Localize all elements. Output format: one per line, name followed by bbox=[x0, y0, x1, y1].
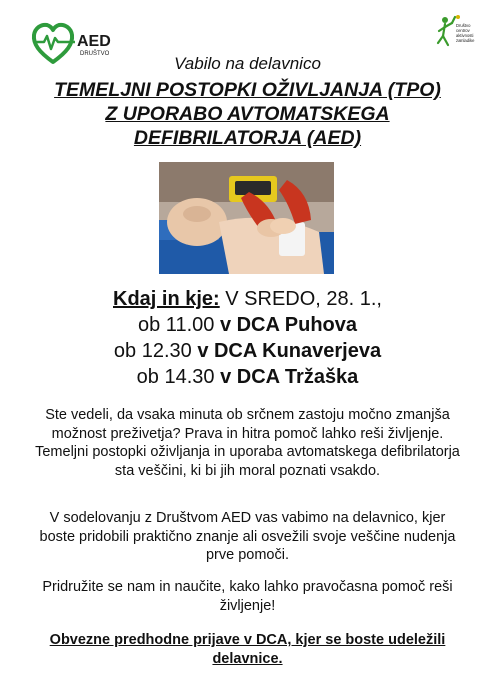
schedule-place: v DCA Kunaverjeva bbox=[197, 340, 382, 362]
cpr-training-photo bbox=[159, 162, 334, 274]
schedule-time: ob 14.30 bbox=[136, 366, 221, 388]
schedule-item bbox=[0, 312, 495, 338]
join-paragraph: Pridružite se nam in naučite, kako lahko pravočasna pomoč reši življenje! bbox=[42, 579, 453, 614]
schedule-time: ob 12.30 bbox=[113, 340, 198, 362]
collaboration-paragraph: V sodelovanju z Društvom AED vas vabimo na delavnico, kjer boste pridobili praktično znanje ali osvežili svoje veščine nudenja prve pomoči. bbox=[39, 510, 456, 563]
schedule-time: ob 11.00 bbox=[138, 314, 220, 336]
workshop-title-line-3: DEFIBRILATORJA (AED) bbox=[133, 127, 362, 149]
workshop-title-line-1: TEMELJNI POSTOPKI OŽIVLJANJA (TPO) bbox=[54, 79, 441, 101]
schedule-place: v DCA Puhova bbox=[219, 314, 357, 336]
workshop-title bbox=[20, 78, 475, 150]
schedule-label: Kdaj in kje: bbox=[113, 288, 220, 310]
schedule-item bbox=[0, 338, 495, 364]
workshop-title-line-2: Z UPORABO AVTOMATSKEGA bbox=[105, 103, 390, 125]
schedule-date: V SREDO, 28. 1., bbox=[219, 288, 382, 310]
dca-logo-line-2: centrov bbox=[456, 28, 470, 33]
aed-logo-sub: DRUŠTVO bbox=[80, 51, 110, 57]
aed-logo-name: AED bbox=[77, 33, 111, 50]
dca-logo-line-4: za bbox=[456, 38, 461, 43]
dca-logo-line-5: mladike bbox=[460, 38, 475, 43]
registration-notice: Obvezne predhodne prijave v DCA, kjer se boste udeležili delavnice. bbox=[49, 632, 446, 667]
running-figure-icon bbox=[438, 17, 455, 45]
schedule-item bbox=[0, 364, 495, 390]
schedule bbox=[0, 286, 495, 390]
dca-logo-line-3: aktivnosti bbox=[456, 33, 474, 38]
dca-logo-line-1: Društvo bbox=[456, 23, 471, 28]
schedule-place: v DCA Tržaška bbox=[220, 366, 359, 388]
schedule-date-row bbox=[0, 286, 495, 312]
info-paragraph: Ste vedeli, da vsaka minuta ob srčnem zastoju močno zmanjša možnost preživetja? Prava in hitra pomoč lahko reši življenje. Temeljni postopki oživljanja in uporaba avtomatskega defibrilatorja sta veščini, ki bi jih moral poznati vsakdo. bbox=[35, 407, 460, 479]
invitation-intro: Vabilo na delavnico bbox=[174, 54, 321, 73]
